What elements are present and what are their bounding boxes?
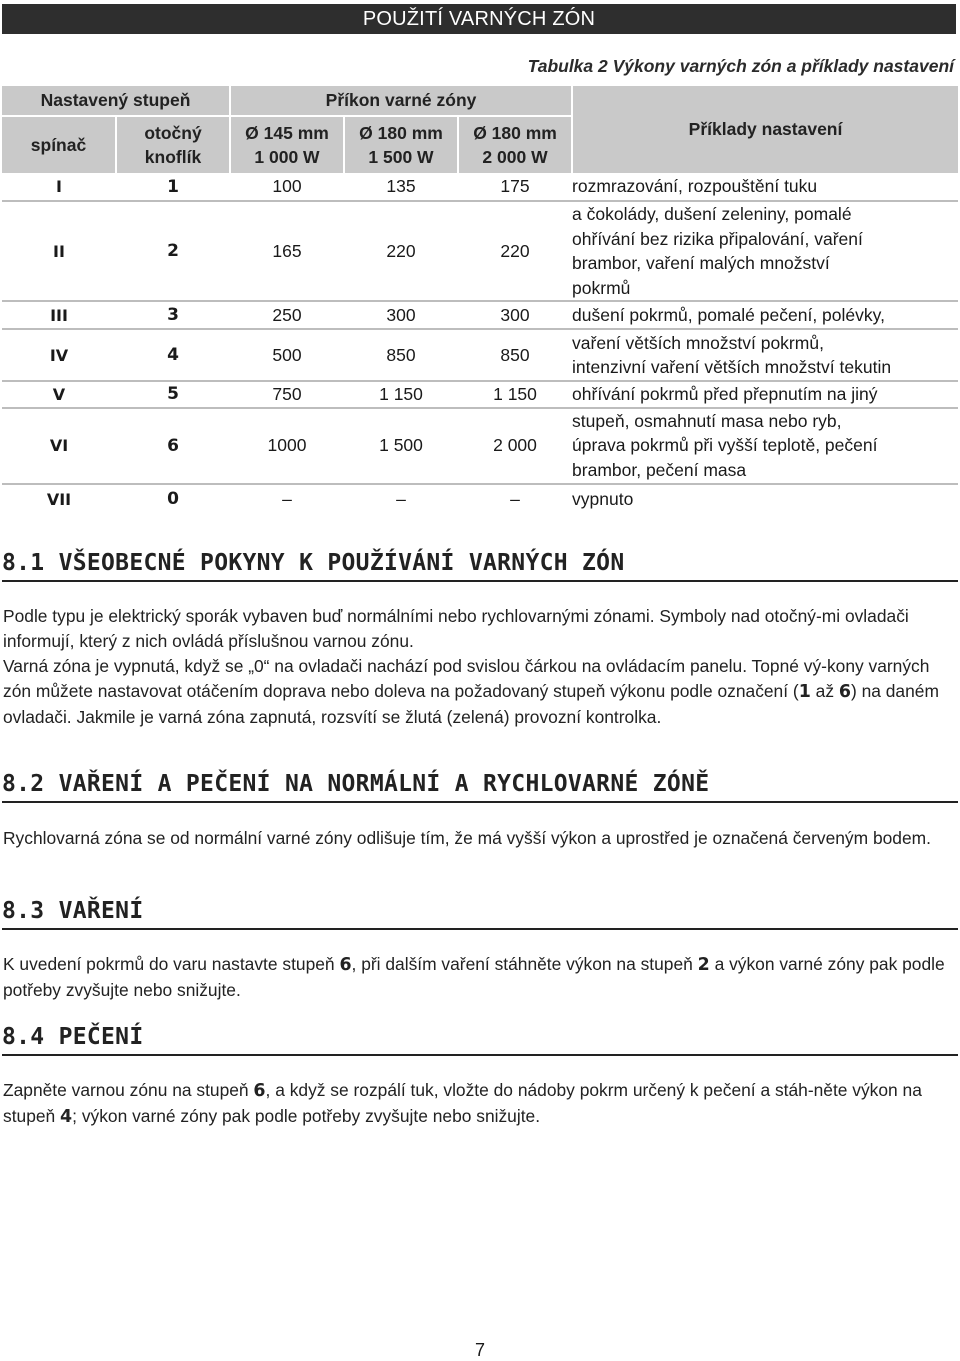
header-zone-2 xyxy=(344,116,458,173)
header-power-group: Příkon varné zóny xyxy=(230,86,572,116)
zone-1-cell: – xyxy=(282,488,292,509)
table-row xyxy=(2,173,958,201)
example-cell xyxy=(572,173,958,201)
section-8-4-paragraph xyxy=(3,1078,957,1130)
example-line: rozmrazování, rozpouštění tuku xyxy=(572,176,818,197)
example-line: pokrmů xyxy=(572,277,631,298)
bold-value: 6 xyxy=(838,682,851,702)
example-line: ohřívání pokrmů před přepnutím na jiný xyxy=(572,384,878,404)
switch-cell: II xyxy=(2,201,116,301)
zone-3-cell: 300 xyxy=(458,301,572,329)
switch-cell: V xyxy=(2,381,116,408)
switch-cell: III xyxy=(2,301,116,329)
knob-cell: 5 xyxy=(116,381,230,408)
example-cell xyxy=(572,381,958,408)
header-knob-line2: knoflík xyxy=(144,147,202,167)
header-examples: Příklady nastavení xyxy=(572,86,958,173)
section-8-2-heading: 8.2 VAŘENÍ A PEČENÍ NA NORMÁLNÍ A RYCHLOVARNÉ ZÓNĚ xyxy=(2,771,958,803)
knob-cell: 6 xyxy=(116,408,230,484)
paragraph-text: K uvedení pokrmů do varu nastavte stupeň xyxy=(3,954,340,974)
zone-3-cell: 1 150 xyxy=(458,381,572,408)
header-setting-group: Nastavený stupeň xyxy=(2,86,230,116)
example-cell xyxy=(572,201,958,301)
bold-value: 4 xyxy=(60,1107,73,1127)
zone-1-power: 1 000 W xyxy=(254,147,320,167)
bold-value: 6 xyxy=(253,1081,266,1101)
example-line: ohřívání bez rizika připalování, vaření xyxy=(572,228,863,249)
zone-2-cell: 135 xyxy=(344,173,458,201)
paragraph-text: a výkon varné zóny pak podle potřeby zvyšujte nebo snižujte. xyxy=(3,954,945,1000)
section-8-1-paragraph-1: Podle typu je elektrický sporák vybaven buď normálními nebo rychlovarnými zónami. Symboly nad otočný-mi ovladači informují, který z nich ovládá příslušnou varnou zónu. xyxy=(3,606,909,651)
zone-3-cell: 2 000 xyxy=(458,408,572,484)
section-8-3-heading: 8.3 VAŘENÍ xyxy=(2,898,958,930)
example-cell xyxy=(572,301,958,329)
switch-cell: I xyxy=(2,173,116,201)
zone-2-cell: 220 xyxy=(344,201,458,301)
zone-3-power: 2 000 W xyxy=(482,147,548,167)
knob-cell: 4 xyxy=(116,329,230,381)
zone-3-cell: 220 xyxy=(458,201,572,301)
zone-1-cell: 750 xyxy=(230,381,344,408)
zone-1-diameter: Ø 145 mm xyxy=(245,123,329,143)
knob-cell: 0 xyxy=(167,489,179,509)
zone-2-cell: 850 xyxy=(344,329,458,381)
example-cell xyxy=(572,408,958,484)
section-8-1-body xyxy=(3,604,957,730)
zone-2-cell: 1 150 xyxy=(344,381,458,408)
example-line: intenzivní vaření větších množství tekutin xyxy=(572,357,892,377)
zone-1-cell: 500 xyxy=(230,329,344,381)
zone-2-cell: 1 500 xyxy=(344,408,458,484)
table-row xyxy=(2,301,958,329)
section-8-4-heading: 8.4 PEČENÍ xyxy=(2,1024,958,1056)
zone-3-cell: 850 xyxy=(458,329,572,381)
bold-value: 2 xyxy=(697,955,710,975)
zone-2-diameter: Ø 180 mm xyxy=(359,123,443,143)
header-zone-1 xyxy=(230,116,344,173)
section-8-2-paragraph: Rychlovarná zóna se od normální varné zóny odlišuje tím, že má vyšší výkon a uprostřed je označená červeným bodem. xyxy=(3,828,931,848)
bold-value: 6 xyxy=(339,955,352,975)
paragraph-text: Zapněte varnou zónu na stupeň xyxy=(3,1080,254,1100)
zone-1-cell: 1000 xyxy=(230,408,344,484)
table-row xyxy=(2,329,958,381)
table-row xyxy=(2,201,958,301)
section-8-1-heading: 8.1 VŠEOBECNÉ POKYNY K POUŽÍVÁNÍ VARNÝCH ZÓN xyxy=(2,550,958,582)
example-line: brambor, vaření malých množství xyxy=(572,253,830,273)
example-line: vaření větších množství pokrmů, xyxy=(572,332,824,353)
paragraph-text: ) na daném ovladači. Jakmile je varná zóna zapnutá, rozsvítí se žlutá (zelená) provozní kontrolka. xyxy=(3,681,939,727)
paragraph-text: až xyxy=(810,681,839,701)
knob-cell: 3 xyxy=(116,301,230,329)
example-line: vypnuto xyxy=(572,488,634,509)
example-line: brambor, pečení masa xyxy=(572,459,747,480)
zone-2-cell: 300 xyxy=(344,301,458,329)
table-caption: Tabulka 2 Výkony varných zón a příklady nastavení xyxy=(527,56,954,76)
table-row xyxy=(2,408,958,484)
zone-1-cell: 100 xyxy=(230,173,344,201)
paragraph-text: ; výkon varné zóny pak podle potřeby zvyšujte nebo snižujte. xyxy=(72,1106,541,1126)
switch-cell: IV xyxy=(2,329,116,381)
example-line: stupeň, osmahnutí masa nebo ryb, xyxy=(572,410,842,431)
bold-value: 1 xyxy=(798,682,811,702)
zone-1-cell: 165 xyxy=(230,201,344,301)
example-cell xyxy=(572,329,958,381)
paragraph-text: Varná zóna je vypnutá, když se „0“ na ovladači nachází pod svislou čárkou na ovládacím panelu. Topné vý-kony varných zón můžete nastavovat otáčením doprava nebo doleva na požadovaný stupeň výkonu podle xyxy=(3,656,930,701)
header-knob-line1: otočný xyxy=(144,123,202,143)
section-8-4-body xyxy=(3,1078,957,1130)
switch-cell: VI xyxy=(2,408,116,484)
example-line: a čokolády, dušení zeleniny, pomalé xyxy=(572,204,852,224)
header-knob xyxy=(116,116,230,173)
section-8-1-paragraph-2 xyxy=(3,654,957,730)
table-row xyxy=(2,484,958,514)
example-line: dušení pokrmů, pomalé pečení, polévky, xyxy=(572,304,885,325)
paragraph-text: , a když se rozpálí tuk, vložte do nádoby pokrm určený k pečení a stáh-něte výkon na stupeň xyxy=(3,1080,922,1126)
header-zone-3 xyxy=(458,116,572,173)
knob-cell: 2 xyxy=(116,201,230,301)
power-table xyxy=(2,86,958,514)
paragraph-text: , při dalším vaření stáhněte výkon na stupeň xyxy=(351,954,698,974)
paragraph-text: označení ( xyxy=(717,681,799,701)
section-8-3-body xyxy=(3,952,957,1003)
switch-cell: VII xyxy=(46,489,72,509)
zone-3-diameter: Ø 180 mm xyxy=(473,123,557,143)
zone-2-cell: – xyxy=(396,488,406,509)
zone-2-power: 1 500 W xyxy=(368,147,434,167)
zone-1-cell: 250 xyxy=(230,301,344,329)
zone-3-cell: 175 xyxy=(458,173,572,201)
section-8-2-body xyxy=(3,826,957,851)
page-number: 7 xyxy=(474,1340,485,1360)
page-header: POUŽITÍ VARNÝCH ZÓN xyxy=(2,4,956,34)
header-switch: spínač xyxy=(2,116,116,173)
zone-3-cell: – xyxy=(510,488,520,509)
knob-cell: 1 xyxy=(116,173,230,201)
example-line: úprava pokrmů při vyšší teplotě, pečení xyxy=(572,435,878,456)
table-row xyxy=(2,381,958,408)
example-cell xyxy=(572,484,958,514)
section-8-3-paragraph xyxy=(3,952,957,1003)
